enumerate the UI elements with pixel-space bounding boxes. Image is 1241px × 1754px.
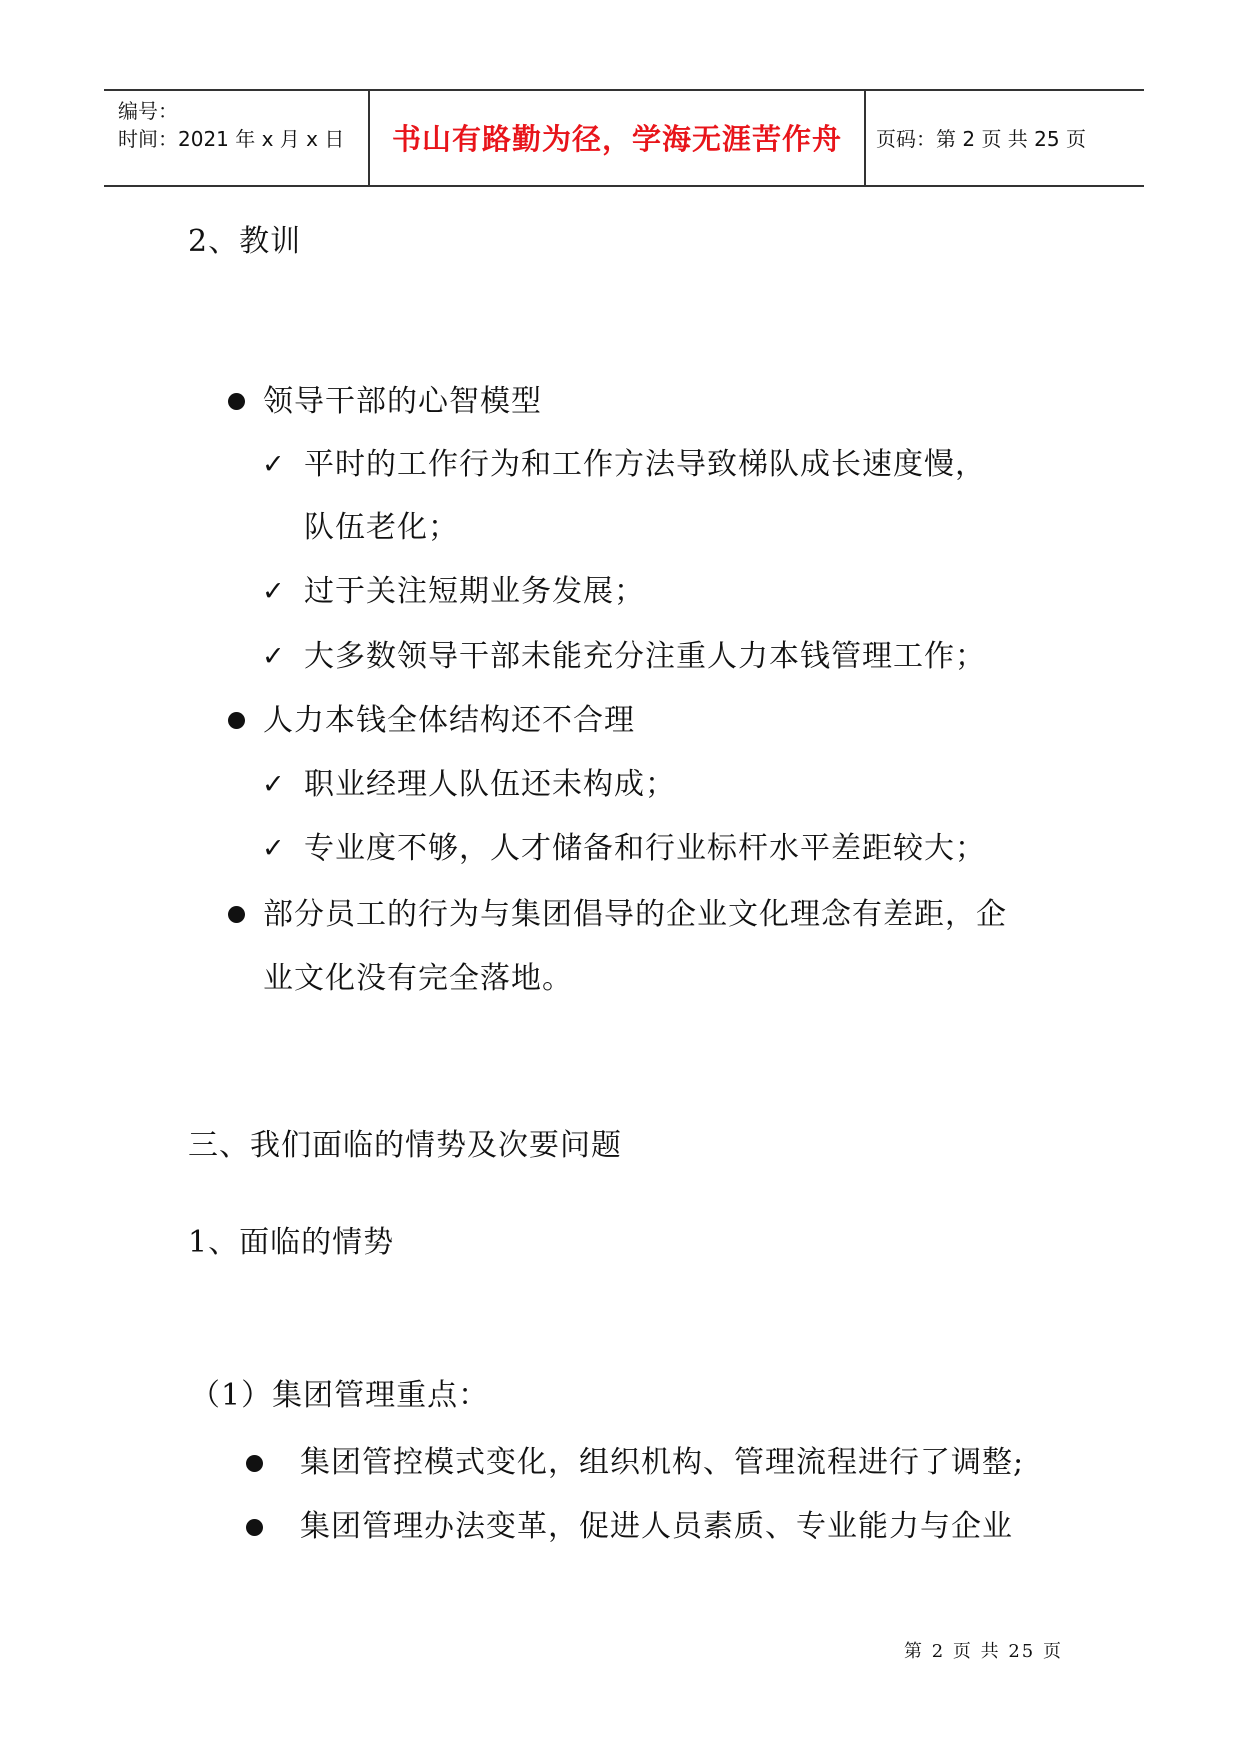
bullet-item-5: 集团管理办法变革，促进人员素质、专业能力与企业 [300, 1509, 1013, 1544]
check-item-5: 专业度不够，人才储备和行业标杆水平差距较大； [304, 831, 986, 866]
header-right-cell [864, 91, 1144, 185]
bullet-item-4-tail: ; [1013, 1445, 1025, 1480]
check-mark-icon: ✓ [262, 769, 285, 800]
header-left-cell [104, 91, 368, 185]
bullet-dot-icon [228, 393, 245, 410]
bullet-dot-icon [228, 712, 245, 729]
check-mark-icon: ✓ [262, 449, 285, 480]
bullet-item-3-line1: 部分员工的行为与集团倡导的企业文化理念有差距，企 [263, 897, 1007, 932]
check-item-2: 过于关注短期业务发展； [304, 574, 645, 609]
check-item-4: 职业经理人队伍还未构成； [304, 767, 676, 802]
check-mark-icon: ✓ [262, 641, 285, 672]
bullet-dot-icon [228, 906, 245, 923]
subsection-title-situation: 1、面临的情势 [188, 1225, 395, 1260]
bullet-item-4 [300, 1443, 1024, 1483]
header-motto: 书山有路勤为径，学海无涯苦作舟 [391, 122, 842, 156]
check-mark-icon: ✓ [262, 576, 285, 607]
header-middle-cell [368, 91, 866, 185]
section-title-situation: 三、我们面临的情势及次要问题 [188, 1128, 622, 1163]
document-number-label: 编号： [118, 99, 178, 123]
bullet-item-4-text: 集团管控模式变化，组织机构、管理流程进行了调整 [300, 1445, 1013, 1480]
check-mark-icon: ✓ [262, 833, 285, 864]
bullet-item-1: 领导干部的心智模型 [263, 384, 542, 419]
check-item-1-line2: 队伍老化； [304, 510, 459, 545]
bullet-item-2: 人力本钱全体结构还不合理 [263, 703, 635, 738]
document-date: 时间：2021 年 x 月 x 日 [118, 127, 345, 151]
subsection-group-management-focus: （1）集团管理重点： [190, 1378, 490, 1413]
check-item-3: 大多数领导干部未能充分注重人力本钱管理工作； [304, 639, 986, 674]
bullet-item-3-line2: 业文化没有完全落地。 [263, 961, 573, 996]
bullet-dot-icon [246, 1519, 263, 1536]
document-header [104, 89, 1144, 187]
page-footer: 第 2 页 共 25 页 [904, 1641, 1063, 1662]
check-item-1-line1: 平时的工作行为和工作方法导致梯队成长速度慢， [304, 447, 986, 482]
header-page-info: 页码：第 2 页 共 25 页 [876, 127, 1086, 151]
section-title-lessons: 2、教训 [188, 224, 302, 259]
bullet-dot-icon [246, 1455, 263, 1472]
